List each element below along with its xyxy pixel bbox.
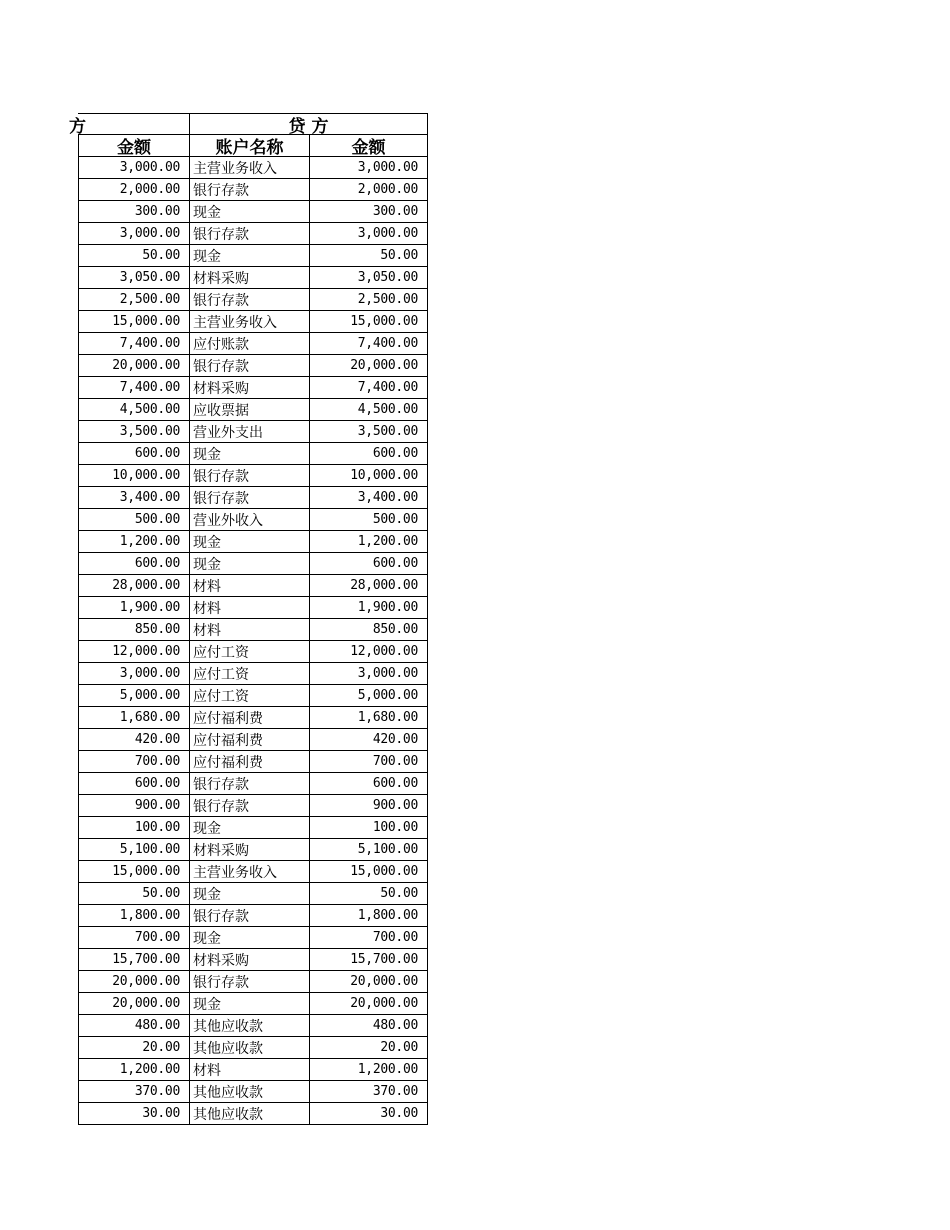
credit-amount-cell[interactable]: 900.00 — [309, 795, 428, 816]
table-row — [78, 729, 428, 751]
credit-account-cell[interactable]: 现金 — [189, 817, 309, 838]
table-row — [78, 993, 428, 1015]
debit-amount-cell[interactable]: 20.00 — [78, 1037, 189, 1058]
credit-amount-cell[interactable]: 850.00 — [309, 619, 428, 640]
table-row — [78, 795, 428, 817]
credit-amount-cell[interactable]: 50.00 — [309, 245, 428, 266]
credit-account-cell[interactable]: 材料采购 — [189, 267, 309, 288]
credit-account-header[interactable]: 账户名称 — [189, 135, 309, 156]
table-row — [78, 223, 428, 245]
table-row — [78, 399, 428, 421]
credit-account-cell[interactable]: 银行存款 — [189, 795, 309, 816]
credit-account-cell[interactable]: 其他应收款 — [189, 1081, 309, 1102]
credit-account-cell[interactable]: 银行存款 — [189, 773, 309, 794]
table-row — [78, 707, 428, 729]
table-row — [78, 355, 428, 377]
credit-amount-cell[interactable]: 7,400.00 — [309, 333, 428, 354]
credit-amount-cell[interactable]: 3,050.00 — [309, 267, 428, 288]
credit-account-cell[interactable]: 应付工资 — [189, 685, 309, 706]
credit-account-cell[interactable]: 主营业务收入 — [189, 861, 309, 882]
table-row — [78, 971, 428, 993]
debit-amount-cell[interactable]: 15,000.00 — [78, 311, 189, 332]
credit-account-cell[interactable]: 现金 — [189, 201, 309, 222]
credit-account-cell[interactable]: 材料采购 — [189, 949, 309, 970]
debit-amount-cell[interactable]: 4,500.00 — [78, 399, 189, 420]
ledger-sheet — [69, 113, 428, 1125]
credit-amount-cell[interactable]: 500.00 — [309, 509, 428, 530]
credit-amount-cell[interactable]: 1,900.00 — [309, 597, 428, 618]
table-row — [78, 905, 428, 927]
credit-account-cell[interactable]: 银行存款 — [189, 223, 309, 244]
table-row — [78, 157, 428, 179]
table-row — [78, 465, 428, 487]
credit-amount-cell[interactable]: 2,000.00 — [309, 179, 428, 200]
credit-amount-cell[interactable]: 100.00 — [309, 817, 428, 838]
debit-amount-cell[interactable]: 100.00 — [78, 817, 189, 838]
table-row — [78, 619, 428, 641]
table-row — [78, 553, 428, 575]
table-row — [78, 817, 428, 839]
debit-amount-cell[interactable]: 2,500.00 — [78, 289, 189, 310]
debit-amount-cell[interactable]: 1,200.00 — [78, 1059, 189, 1080]
credit-amount-cell[interactable]: 300.00 — [309, 201, 428, 222]
table-row — [78, 641, 428, 663]
credit-account-cell[interactable]: 现金 — [189, 993, 309, 1014]
table-row — [78, 949, 428, 971]
table-row — [78, 751, 428, 773]
credit-amount-header[interactable]: 金额 — [309, 135, 428, 156]
credit-account-cell[interactable]: 银行存款 — [189, 971, 309, 992]
credit-amount-cell[interactable]: 50.00 — [309, 883, 428, 904]
debit-amount-cell[interactable]: 3,000.00 — [78, 223, 189, 244]
table-row — [78, 839, 428, 861]
debit-amount-cell[interactable]: 5,100.00 — [78, 839, 189, 860]
table-row — [78, 267, 428, 289]
credit-account-cell[interactable]: 应付工资 — [189, 663, 309, 684]
debit-amount-cell[interactable]: 480.00 — [78, 1015, 189, 1036]
credit-account-cell[interactable]: 现金 — [189, 245, 309, 266]
debit-amount-cell[interactable]: 12,000.00 — [78, 641, 189, 662]
credit-amount-cell[interactable]: 1,680.00 — [309, 707, 428, 728]
debit-amount-cell[interactable]: 3,400.00 — [78, 487, 189, 508]
credit-account-cell[interactable]: 应收票据 — [189, 399, 309, 420]
credit-amount-cell[interactable]: 15,000.00 — [309, 311, 428, 332]
debit-amount-cell[interactable]: 7,400.00 — [78, 377, 189, 398]
credit-account-cell[interactable]: 材料采购 — [189, 377, 309, 398]
credit-amount-cell[interactable]: 4,500.00 — [309, 399, 428, 420]
credit-amount-cell[interactable]: 15,700.00 — [309, 949, 428, 970]
credit-amount-cell[interactable]: 20,000.00 — [309, 993, 428, 1014]
credit-account-cell[interactable]: 银行存款 — [189, 905, 309, 926]
debit-amount-cell[interactable]: 370.00 — [78, 1081, 189, 1102]
debit-amount-cell[interactable]: 20,000.00 — [78, 355, 189, 376]
table-row — [78, 487, 428, 509]
debit-amount-cell[interactable]: 5,000.00 — [78, 685, 189, 706]
debit-amount-cell[interactable]: 900.00 — [78, 795, 189, 816]
debit-amount-cell[interactable]: 500.00 — [78, 509, 189, 530]
credit-amount-cell[interactable]: 600.00 — [309, 553, 428, 574]
credit-account-cell[interactable]: 主营业务收入 — [189, 311, 309, 332]
debit-amount-cell[interactable]: 700.00 — [78, 927, 189, 948]
table-row — [78, 575, 428, 597]
credit-account-cell[interactable]: 应付福利费 — [189, 751, 309, 772]
credit-account-cell[interactable]: 材料 — [189, 597, 309, 618]
table-row — [78, 289, 428, 311]
debit-amount-header[interactable]: 金额 — [78, 135, 189, 156]
table-row — [78, 773, 428, 795]
credit-amount-cell[interactable]: 1,200.00 — [309, 1059, 428, 1080]
credit-amount-cell[interactable]: 700.00 — [309, 751, 428, 772]
credit-account-cell[interactable]: 材料 — [189, 575, 309, 596]
credit-account-cell[interactable]: 应付福利费 — [189, 707, 309, 728]
credit-account-cell[interactable]: 材料采购 — [189, 839, 309, 860]
table-row — [78, 531, 428, 553]
credit-account-cell[interactable]: 营业外收入 — [189, 509, 309, 530]
table-row — [78, 333, 428, 355]
credit-amount-cell[interactable]: 1,200.00 — [309, 531, 428, 552]
debit-amount-cell[interactable]: 2,000.00 — [78, 179, 189, 200]
credit-amount-cell[interactable]: 10,000.00 — [309, 465, 428, 486]
credit-amount-cell[interactable]: 30.00 — [309, 1103, 428, 1124]
table-body — [78, 157, 428, 1125]
credit-amount-cell[interactable]: 1,800.00 — [309, 905, 428, 926]
credit-account-cell[interactable]: 银行存款 — [189, 465, 309, 486]
debit-amount-cell[interactable]: 50.00 — [78, 245, 189, 266]
credit-account-cell[interactable]: 主营业务收入 — [189, 157, 309, 178]
group-header-row — [69, 113, 428, 137]
debit-amount-cell[interactable]: 1,900.00 — [78, 597, 189, 618]
debit-amount-cell[interactable]: 300.00 — [78, 201, 189, 222]
debit-amount-cell[interactable]: 20,000.00 — [78, 993, 189, 1014]
credit-account-cell[interactable]: 营业外支出 — [189, 421, 309, 442]
table-row — [78, 1015, 428, 1037]
table-row — [78, 245, 428, 267]
credit-account-cell[interactable]: 其他应收款 — [189, 1015, 309, 1036]
credit-account-cell[interactable]: 银行存款 — [189, 179, 309, 200]
table-row — [78, 861, 428, 883]
credit-amount-cell[interactable]: 370.00 — [309, 1081, 428, 1102]
debit-amount-cell[interactable]: 50.00 — [78, 883, 189, 904]
table-row — [78, 663, 428, 685]
table-row — [78, 179, 428, 201]
credit-group-header[interactable]: 贷 方 — [189, 114, 428, 134]
debit-amount-cell[interactable]: 1,800.00 — [78, 905, 189, 926]
credit-amount-cell[interactable]: 3,000.00 — [309, 157, 428, 178]
credit-amount-cell[interactable]: 700.00 — [309, 927, 428, 948]
credit-amount-cell[interactable]: 5,000.00 — [309, 685, 428, 706]
table-row — [78, 685, 428, 707]
credit-amount-cell[interactable]: 5,100.00 — [309, 839, 428, 860]
credit-account-cell[interactable]: 材料 — [189, 1059, 309, 1080]
debit-amount-cell[interactable]: 20,000.00 — [78, 971, 189, 992]
debit-amount-cell[interactable]: 3,000.00 — [78, 157, 189, 178]
table-row — [78, 311, 428, 333]
credit-amount-cell[interactable]: 20,000.00 — [309, 355, 428, 376]
table-row — [78, 421, 428, 443]
debit-amount-cell[interactable]: 30.00 — [78, 1103, 189, 1124]
credit-account-cell[interactable]: 银行存款 — [189, 355, 309, 376]
credit-amount-cell[interactable]: 3,400.00 — [309, 487, 428, 508]
credit-amount-cell[interactable]: 420.00 — [309, 729, 428, 750]
debit-amount-cell[interactable]: 15,000.00 — [78, 861, 189, 882]
debit-amount-cell[interactable]: 1,200.00 — [78, 531, 189, 552]
credit-amount-cell[interactable]: 3,000.00 — [309, 663, 428, 684]
debit-group-header[interactable]: 方 — [69, 116, 86, 137]
credit-amount-cell[interactable]: 2,500.00 — [309, 289, 428, 310]
credit-account-cell[interactable]: 现金 — [189, 927, 309, 948]
column-header-row — [78, 135, 428, 157]
debit-amount-cell[interactable]: 1,680.00 — [78, 707, 189, 728]
debit-amount-cell[interactable]: 600.00 — [78, 553, 189, 574]
credit-account-cell[interactable]: 现金 — [189, 883, 309, 904]
credit-amount-cell[interactable]: 480.00 — [309, 1015, 428, 1036]
table-row — [78, 1103, 428, 1125]
credit-amount-cell[interactable]: 3,500.00 — [309, 421, 428, 442]
table-row — [78, 883, 428, 905]
credit-account-cell[interactable]: 现金 — [189, 531, 309, 552]
credit-amount-cell[interactable]: 20.00 — [309, 1037, 428, 1058]
debit-amount-cell[interactable]: 600.00 — [78, 773, 189, 794]
credit-account-cell[interactable]: 材料 — [189, 619, 309, 640]
credit-account-cell[interactable]: 银行存款 — [189, 289, 309, 310]
credit-account-cell[interactable]: 其他应收款 — [189, 1037, 309, 1058]
credit-amount-cell[interactable]: 12,000.00 — [309, 641, 428, 662]
debit-amount-cell[interactable]: 28,000.00 — [78, 575, 189, 596]
table-row — [78, 1081, 428, 1103]
debit-amount-cell[interactable]: 850.00 — [78, 619, 189, 640]
credit-amount-cell[interactable]: 600.00 — [309, 773, 428, 794]
credit-amount-cell[interactable]: 15,000.00 — [309, 861, 428, 882]
debit-amount-cell[interactable]: 7,400.00 — [78, 333, 189, 354]
credit-account-cell[interactable]: 应付福利费 — [189, 729, 309, 750]
table-row — [78, 509, 428, 531]
credit-account-cell[interactable]: 现金 — [189, 443, 309, 464]
table-row — [78, 377, 428, 399]
debit-amount-cell[interactable]: 15,700.00 — [78, 949, 189, 970]
debit-amount-cell[interactable]: 3,500.00 — [78, 421, 189, 442]
credit-account-cell[interactable]: 银行存款 — [189, 487, 309, 508]
debit-amount-cell[interactable]: 3,050.00 — [78, 267, 189, 288]
debit-amount-cell[interactable]: 10,000.00 — [78, 465, 189, 486]
table-row — [78, 1037, 428, 1059]
credit-amount-cell[interactable]: 600.00 — [309, 443, 428, 464]
credit-amount-cell[interactable]: 28,000.00 — [309, 575, 428, 596]
table-row — [78, 597, 428, 619]
credit-account-cell[interactable]: 现金 — [189, 553, 309, 574]
table-row — [78, 443, 428, 465]
credit-amount-cell[interactable]: 20,000.00 — [309, 971, 428, 992]
debit-amount-cell[interactable]: 700.00 — [78, 751, 189, 772]
table-row — [78, 927, 428, 949]
credit-account-cell[interactable]: 其他应收款 — [189, 1103, 309, 1124]
debit-amount-cell[interactable]: 420.00 — [78, 729, 189, 750]
credit-amount-cell[interactable]: 3,000.00 — [309, 223, 428, 244]
credit-account-cell[interactable]: 应付工资 — [189, 641, 309, 662]
table-row — [78, 201, 428, 223]
credit-account-cell[interactable]: 应付账款 — [189, 333, 309, 354]
table-row — [78, 1059, 428, 1081]
debit-amount-cell[interactable]: 3,000.00 — [78, 663, 189, 684]
debit-amount-cell[interactable]: 600.00 — [78, 443, 189, 464]
credit-amount-cell[interactable]: 7,400.00 — [309, 377, 428, 398]
